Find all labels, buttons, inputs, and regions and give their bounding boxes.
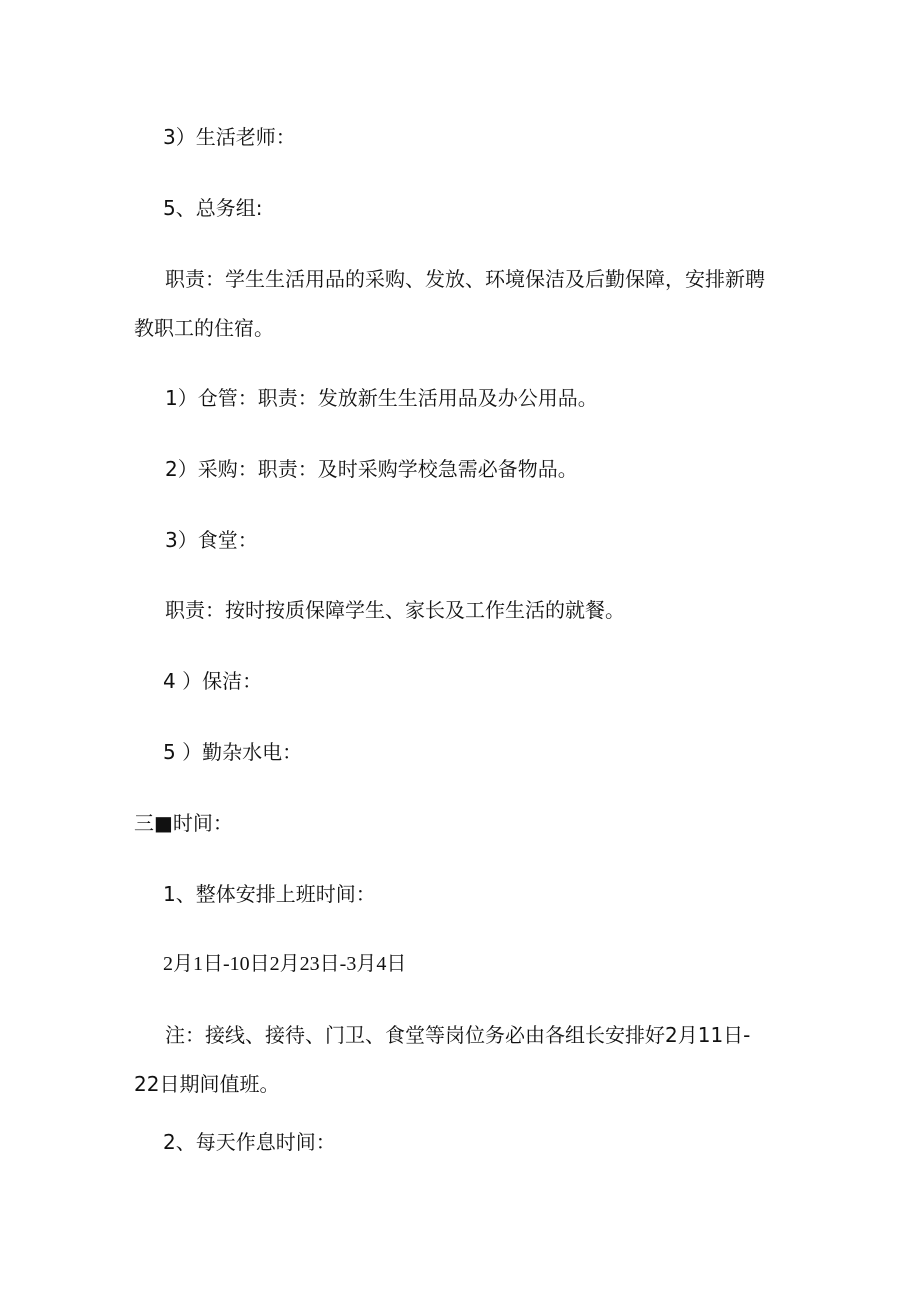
text-line: 2）采购：职责：及时采购学校急需必备物品。	[165, 457, 578, 481]
text-line: 1、整体安排上班时间：	[163, 882, 376, 906]
text-line: 3）食堂：	[165, 528, 258, 552]
note-line-continued: 22日期间值班。	[134, 1072, 280, 1096]
text-line: 5 ）勤杂水电：	[163, 740, 303, 764]
section-heading: 三■时间：	[134, 811, 233, 835]
date-range-line: 2月1日-10日2月23日-3月4日	[163, 953, 407, 975]
note-line: 注：接线、接待、门卫、食堂等岗位务必由各组长安排好2月11日-	[165, 1023, 751, 1047]
text-line: 职责：按时按质保障学生、家长及工作生活的就餐。	[165, 598, 625, 622]
section-heading: 5、总务组:	[163, 196, 263, 220]
text-line: 4 ）保洁：	[163, 669, 263, 693]
text-line: 2、每天作息时间：	[163, 1130, 336, 1154]
text-line: 教职工的住宿。	[134, 316, 274, 340]
text-line: 3）生活老师：	[163, 125, 296, 149]
text-line: 职责：学生生活用品的采购、发放、环境保洁及后勤保障，安排新聘	[165, 267, 765, 291]
text-line: 1）仓管：职责：发放新生生活用品及办公用品。	[165, 386, 598, 410]
